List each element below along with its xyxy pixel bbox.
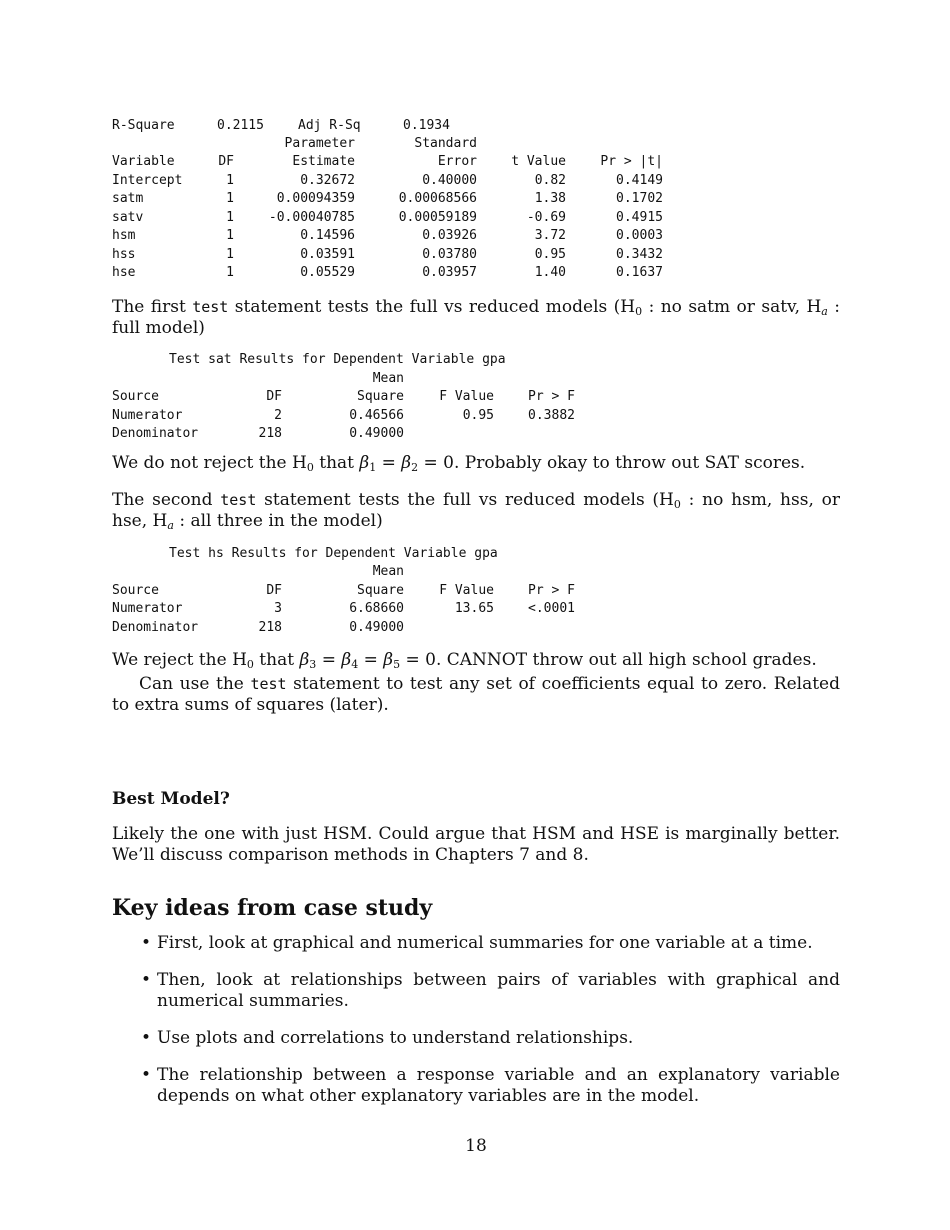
col-head-f-value: F Value bbox=[439, 389, 494, 404]
cell-source: Numerator bbox=[112, 408, 183, 423]
cell-t-value: -0.69 bbox=[526, 210, 566, 225]
paragraph-sat-conclusion: We do not reject the $H_0$ that $\beta_1 = \beta_2 = 0$. Probably okay to throw out SAT scores. bbox=[112, 453, 806, 474]
cell-pr-f: <.0001 bbox=[528, 601, 575, 616]
col-head-standard: Standard bbox=[414, 136, 477, 151]
cell-variable: satm bbox=[112, 191, 144, 206]
key-ideas-heading: Key ideas from case study bbox=[112, 895, 433, 921]
col-head-pr-f: Pr > F bbox=[528, 583, 575, 598]
test-sat-title: Test sat Results for Dependent Variable gpa bbox=[169, 352, 506, 367]
cell-error: 0.00059189 bbox=[398, 210, 477, 225]
cell-source: Denominator bbox=[112, 620, 199, 635]
col-head-parameter: Parameter bbox=[284, 136, 355, 151]
cell-df: 1 bbox=[226, 191, 234, 206]
cell-t-value: 3.72 bbox=[534, 228, 566, 243]
cell-t-value: 0.82 bbox=[534, 173, 566, 188]
cell-source: Numerator bbox=[112, 601, 183, 616]
cell-estimate: 0.05529 bbox=[300, 265, 355, 280]
cell-square: 0.49000 bbox=[349, 426, 404, 441]
paragraph-hs-conclusion: We reject the $H_0$ that $\beta_3 = \beta_4 = \beta_5 = 0$. CANNOT throw out all high school grades. bbox=[112, 650, 817, 671]
col-head-f-value: F Value bbox=[439, 583, 494, 598]
list-item: • The relationship between a response variable and an explanatory variable depends on what other explanatory variables are in the model. bbox=[141, 1065, 840, 1106]
cell-df: 1 bbox=[226, 228, 234, 243]
rsq-value: 0.2115 bbox=[217, 118, 264, 133]
cell-df: 1 bbox=[226, 173, 234, 188]
cell-df: 1 bbox=[226, 265, 234, 280]
cell-t-value: 1.38 bbox=[534, 191, 566, 206]
col-head-error: Error bbox=[437, 154, 477, 169]
cell-error: 0.03957 bbox=[422, 265, 477, 280]
cell-source: Denominator bbox=[112, 426, 199, 441]
list-item: • Use plots and correlations to understand relationships. bbox=[141, 1028, 634, 1048]
col-head-variable: Variable bbox=[112, 154, 175, 169]
cell-df: 1 bbox=[226, 210, 234, 225]
cell-estimate: 0.14596 bbox=[300, 228, 355, 243]
adj-rsq-label: Adj R-Sq bbox=[298, 118, 361, 133]
cell-estimate: -0.00040785 bbox=[268, 210, 355, 225]
list-item: • First, look at graphical and numerical summaries for one variable at a time. bbox=[141, 933, 813, 953]
col-head-df: DF bbox=[218, 154, 234, 169]
bullet-icon: • bbox=[141, 1065, 152, 1085]
cell-pr-f: 0.3882 bbox=[528, 408, 575, 423]
bullet-icon: • bbox=[141, 933, 152, 953]
cell-p-value: 0.0003 bbox=[616, 228, 663, 243]
col-head-square: Square bbox=[357, 389, 404, 404]
adj-rsq-value: 0.1934 bbox=[403, 118, 450, 133]
cell-p-value: 0.4915 bbox=[616, 210, 663, 225]
cell-variable: Intercept bbox=[112, 173, 183, 188]
col-head-df: DF bbox=[266, 389, 282, 404]
cell-p-value: 0.1702 bbox=[616, 191, 663, 206]
cell-error: 0.03926 bbox=[422, 228, 477, 243]
col-head-square: Square bbox=[357, 583, 404, 598]
col-head-df: DF bbox=[266, 583, 282, 598]
test-hs-title: Test hs Results for Dependent Variable gpa bbox=[169, 546, 498, 561]
col-head-pr-f: Pr > F bbox=[528, 389, 575, 404]
cell-estimate: 0.03591 bbox=[300, 247, 355, 262]
col-head-source: Source bbox=[112, 389, 159, 404]
paragraph-first-test: The first test statement tests the full vs reduced models ($H_0$ : no satm or satv, $H_a$ : full model) bbox=[112, 297, 840, 338]
cell-p-value: 0.3432 bbox=[616, 247, 663, 262]
cell-square: 0.49000 bbox=[349, 620, 404, 635]
col-head-t-value: t Value bbox=[511, 154, 566, 169]
cell-variable: hse bbox=[112, 265, 136, 280]
paragraph-test-statement-note: Can use the test statement to test any set of coefficients equal to zero. Related to extra sums of squares (later). bbox=[112, 674, 840, 715]
col-head-estimate: Estimate bbox=[292, 154, 355, 169]
cell-t-value: 0.95 bbox=[534, 247, 566, 262]
cell-variable: hss bbox=[112, 247, 136, 262]
best-model-heading: Best Model? bbox=[112, 789, 230, 809]
cell-square: 0.46566 bbox=[349, 408, 404, 423]
cell-f-value: 0.95 bbox=[462, 408, 494, 423]
cell-error: 0.00068566 bbox=[398, 191, 477, 206]
cell-f-value: 13.65 bbox=[454, 601, 494, 616]
bullet-icon: • bbox=[141, 1028, 152, 1048]
paragraph-second-test: The second test statement tests the full vs reduced models ($H_0$ : no hsm, hss, or hse, $H_a$ : all three in the model) bbox=[112, 490, 840, 532]
col-head-p-value: Pr > |t| bbox=[600, 154, 663, 169]
key-ideas-list bbox=[112, 933, 840, 1123]
cell-df: 3 bbox=[274, 601, 282, 616]
bullet-icon: • bbox=[141, 970, 152, 990]
best-model-text: Likely the one with just HSM. Could argue that HSM and HSE is marginally better. We’ll discuss comparison methods in Chapters 7 and 8. bbox=[112, 824, 840, 865]
cell-error: 0.40000 bbox=[422, 173, 477, 188]
cell-t-value: 1.40 bbox=[534, 265, 566, 280]
cell-square: 6.68660 bbox=[349, 601, 404, 616]
cell-estimate: 0.32672 bbox=[300, 173, 355, 188]
cell-p-value: 0.1637 bbox=[616, 265, 663, 280]
page-number: 18 bbox=[465, 1136, 487, 1156]
cell-variable: satv bbox=[112, 210, 144, 225]
cell-error: 0.03780 bbox=[422, 247, 477, 262]
rsq-label: R-Square bbox=[112, 118, 175, 133]
cell-df: 1 bbox=[226, 247, 234, 262]
cell-estimate: 0.00094359 bbox=[276, 191, 355, 206]
col-head-mean: Mean bbox=[372, 564, 404, 579]
col-head-mean: Mean bbox=[372, 371, 404, 386]
col-head-source: Source bbox=[112, 583, 159, 598]
cell-df: 2 bbox=[274, 408, 282, 423]
cell-p-value: 0.4149 bbox=[616, 173, 663, 188]
cell-variable: hsm bbox=[112, 228, 136, 243]
list-item: • Then, look at relationships between pairs of variables with graphical and numerical summaries. bbox=[141, 970, 840, 1011]
cell-df: 218 bbox=[258, 620, 282, 635]
cell-df: 218 bbox=[258, 426, 282, 441]
